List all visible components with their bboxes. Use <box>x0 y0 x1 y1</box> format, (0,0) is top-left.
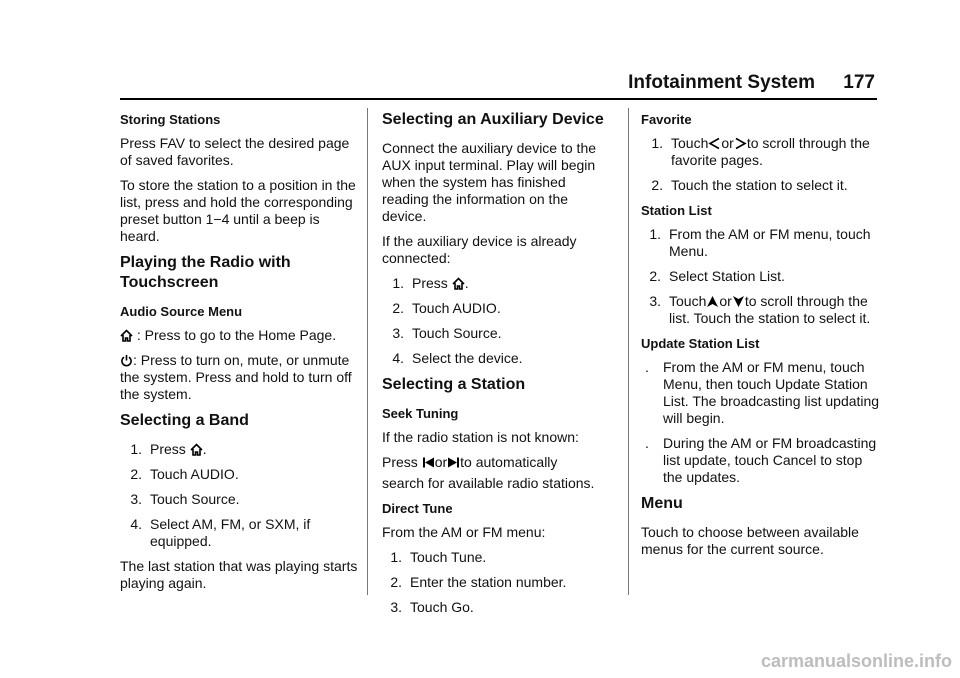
home-icon <box>190 443 203 456</box>
step-text: Select AM, FM, or SXM, if equipped. <box>150 516 311 549</box>
step-text: Touch AUDIO. <box>150 466 239 482</box>
step-text: Touch Source. <box>150 491 240 507</box>
selecting-band-heading: Selecting a Band <box>120 412 249 429</box>
step-number: 3. <box>649 293 661 309</box>
bullet-text: During the AM or FM broadcasting list update, touch Cancel to stop the updates. <box>663 435 877 485</box>
step-post: . <box>202 441 207 457</box>
list-item <box>120 516 358 550</box>
step-number: 2. <box>390 574 402 590</box>
step-text <box>671 135 881 169</box>
seek-back-icon <box>422 456 435 469</box>
step-number: 3. <box>392 325 404 341</box>
list-item <box>382 549 614 566</box>
auxiliary-device-heading: Selecting an Auxiliary Device <box>382 111 604 128</box>
step-number: 2. <box>651 177 663 193</box>
step-number: 1. <box>649 226 661 242</box>
list-item <box>641 268 881 285</box>
list-item <box>641 226 881 260</box>
step-number: 3. <box>390 599 402 615</box>
paragraph: To store the station to a position in the list, press and hold the corresponding preset button 1−4 until a beep is heard. <box>120 177 356 244</box>
step-text <box>669 293 881 327</box>
step-text <box>150 441 207 458</box>
step-number: 4. <box>130 516 142 532</box>
step-pre: Press <box>412 275 448 291</box>
step-pre: Touch <box>671 135 709 151</box>
scroll-down-icon <box>732 295 745 308</box>
list-item <box>641 293 881 327</box>
page-header <box>120 68 877 100</box>
step-text: Select Station List. <box>669 268 785 284</box>
paragraph: search for available radio stations. <box>382 475 595 491</box>
list-item <box>382 599 614 616</box>
direct-tune-label: Direct Tune <box>382 501 453 516</box>
step-or: or <box>719 293 732 309</box>
header-rule <box>120 98 877 100</box>
step-number: 1. <box>130 441 142 457</box>
list-item <box>382 275 614 292</box>
step-or: or <box>721 135 734 151</box>
menu-heading: Menu <box>641 495 683 512</box>
column-middle <box>382 108 614 624</box>
storing-stations-label: Storing Stations <box>120 112 221 127</box>
home-icon <box>452 277 465 290</box>
update-station-list-label: Update Station List <box>641 336 760 351</box>
seek-to: to automatically <box>460 454 558 470</box>
list-item <box>382 300 614 317</box>
paragraph: Press FAV to select the desired page of saved favorites. <box>120 135 350 168</box>
paragraph: The last station that was playing starts playing again. <box>120 558 358 591</box>
list-item <box>382 350 614 367</box>
power-description <box>120 352 358 403</box>
step-text: Touch AUDIO. <box>412 300 501 316</box>
column-left <box>120 108 358 600</box>
scroll-left-icon <box>708 137 721 150</box>
bullet-text: From the AM or FM menu, touch Menu, then touch Update Station List. The broadcasting list updating will begin. <box>663 359 880 426</box>
watermark: carmanualsonline.info <box>760 651 952 671</box>
step-text: Enter the station number. <box>410 574 567 590</box>
step-text: Touch Tune. <box>410 549 487 565</box>
step-text: Touch Source. <box>412 325 502 341</box>
column-right <box>641 108 881 566</box>
step-text: Touch Go. <box>410 599 474 615</box>
list-item <box>120 491 358 508</box>
list-item <box>382 325 614 342</box>
seek-instruction <box>382 454 614 471</box>
step-number: 3. <box>130 491 142 507</box>
playing-radio-heading: Playing the Radio with Touchscreen <box>120 254 291 291</box>
list-item <box>382 574 614 591</box>
step-number: 2. <box>392 300 404 316</box>
bullet: . <box>645 435 649 451</box>
home-text: : Press to go to the Home Page. <box>136 327 337 343</box>
bullet: . <box>645 359 649 375</box>
paragraph: If the auxiliary device is already connected: <box>382 233 577 266</box>
step-text: From the AM or FM menu, touch Menu. <box>669 226 871 259</box>
home-description <box>120 327 358 344</box>
seek-forward-icon <box>447 456 460 469</box>
step-number: 1. <box>392 275 404 291</box>
section-title: Infotainment System <box>628 72 815 93</box>
step-number: 1. <box>651 135 663 151</box>
seek-tuning-label: Seek Tuning <box>382 406 459 421</box>
step-pre: Press <box>150 441 186 457</box>
step-text: Touch the station to select it. <box>671 177 848 193</box>
paragraph: From the AM or FM menu: <box>382 524 546 540</box>
column-divider <box>628 108 629 595</box>
step-text <box>412 275 469 292</box>
scroll-up-icon <box>706 295 719 308</box>
paragraph: Touch to choose between available menus for the current source. <box>641 524 859 557</box>
step-number: 2. <box>649 268 661 284</box>
station-list-label: Station List <box>641 203 712 218</box>
step-number: 4. <box>392 350 404 366</box>
seek-or: or <box>434 454 448 470</box>
list-item <box>120 466 358 483</box>
favorite-label: Favorite <box>641 112 692 127</box>
step-pre: Touch <box>669 293 707 309</box>
step-post: to scroll through the list. Touch the station to select it. <box>669 293 871 326</box>
step-post: to scroll through the favorite pages. <box>671 135 870 168</box>
paragraph: Connect the auxiliary device to the AUX input terminal. Play will begin when the system has finished reading the information on the device. <box>382 140 597 224</box>
paragraph: If the radio station is not known: <box>382 429 579 445</box>
step-text: Select the device. <box>412 350 523 366</box>
step-number: 2. <box>130 466 142 482</box>
list-item <box>641 435 881 486</box>
list-item <box>120 441 358 458</box>
step-number: 1. <box>390 549 402 565</box>
page-number: 177 <box>843 72 875 93</box>
step-post: . <box>464 275 469 291</box>
power-text: : Press to turn on, mute, or unmute the system. Press and hold to turn off the system. <box>120 352 352 402</box>
scroll-right-icon <box>734 137 747 150</box>
list-item <box>641 135 881 169</box>
home-icon <box>120 329 133 342</box>
selecting-station-heading: Selecting a Station <box>382 376 526 393</box>
power-icon <box>120 354 133 367</box>
column-divider <box>367 108 368 595</box>
list-item <box>641 177 881 194</box>
audio-source-menu-label: Audio Source Menu <box>120 304 243 319</box>
seek-press: Press <box>382 454 418 470</box>
list-item <box>641 359 881 427</box>
